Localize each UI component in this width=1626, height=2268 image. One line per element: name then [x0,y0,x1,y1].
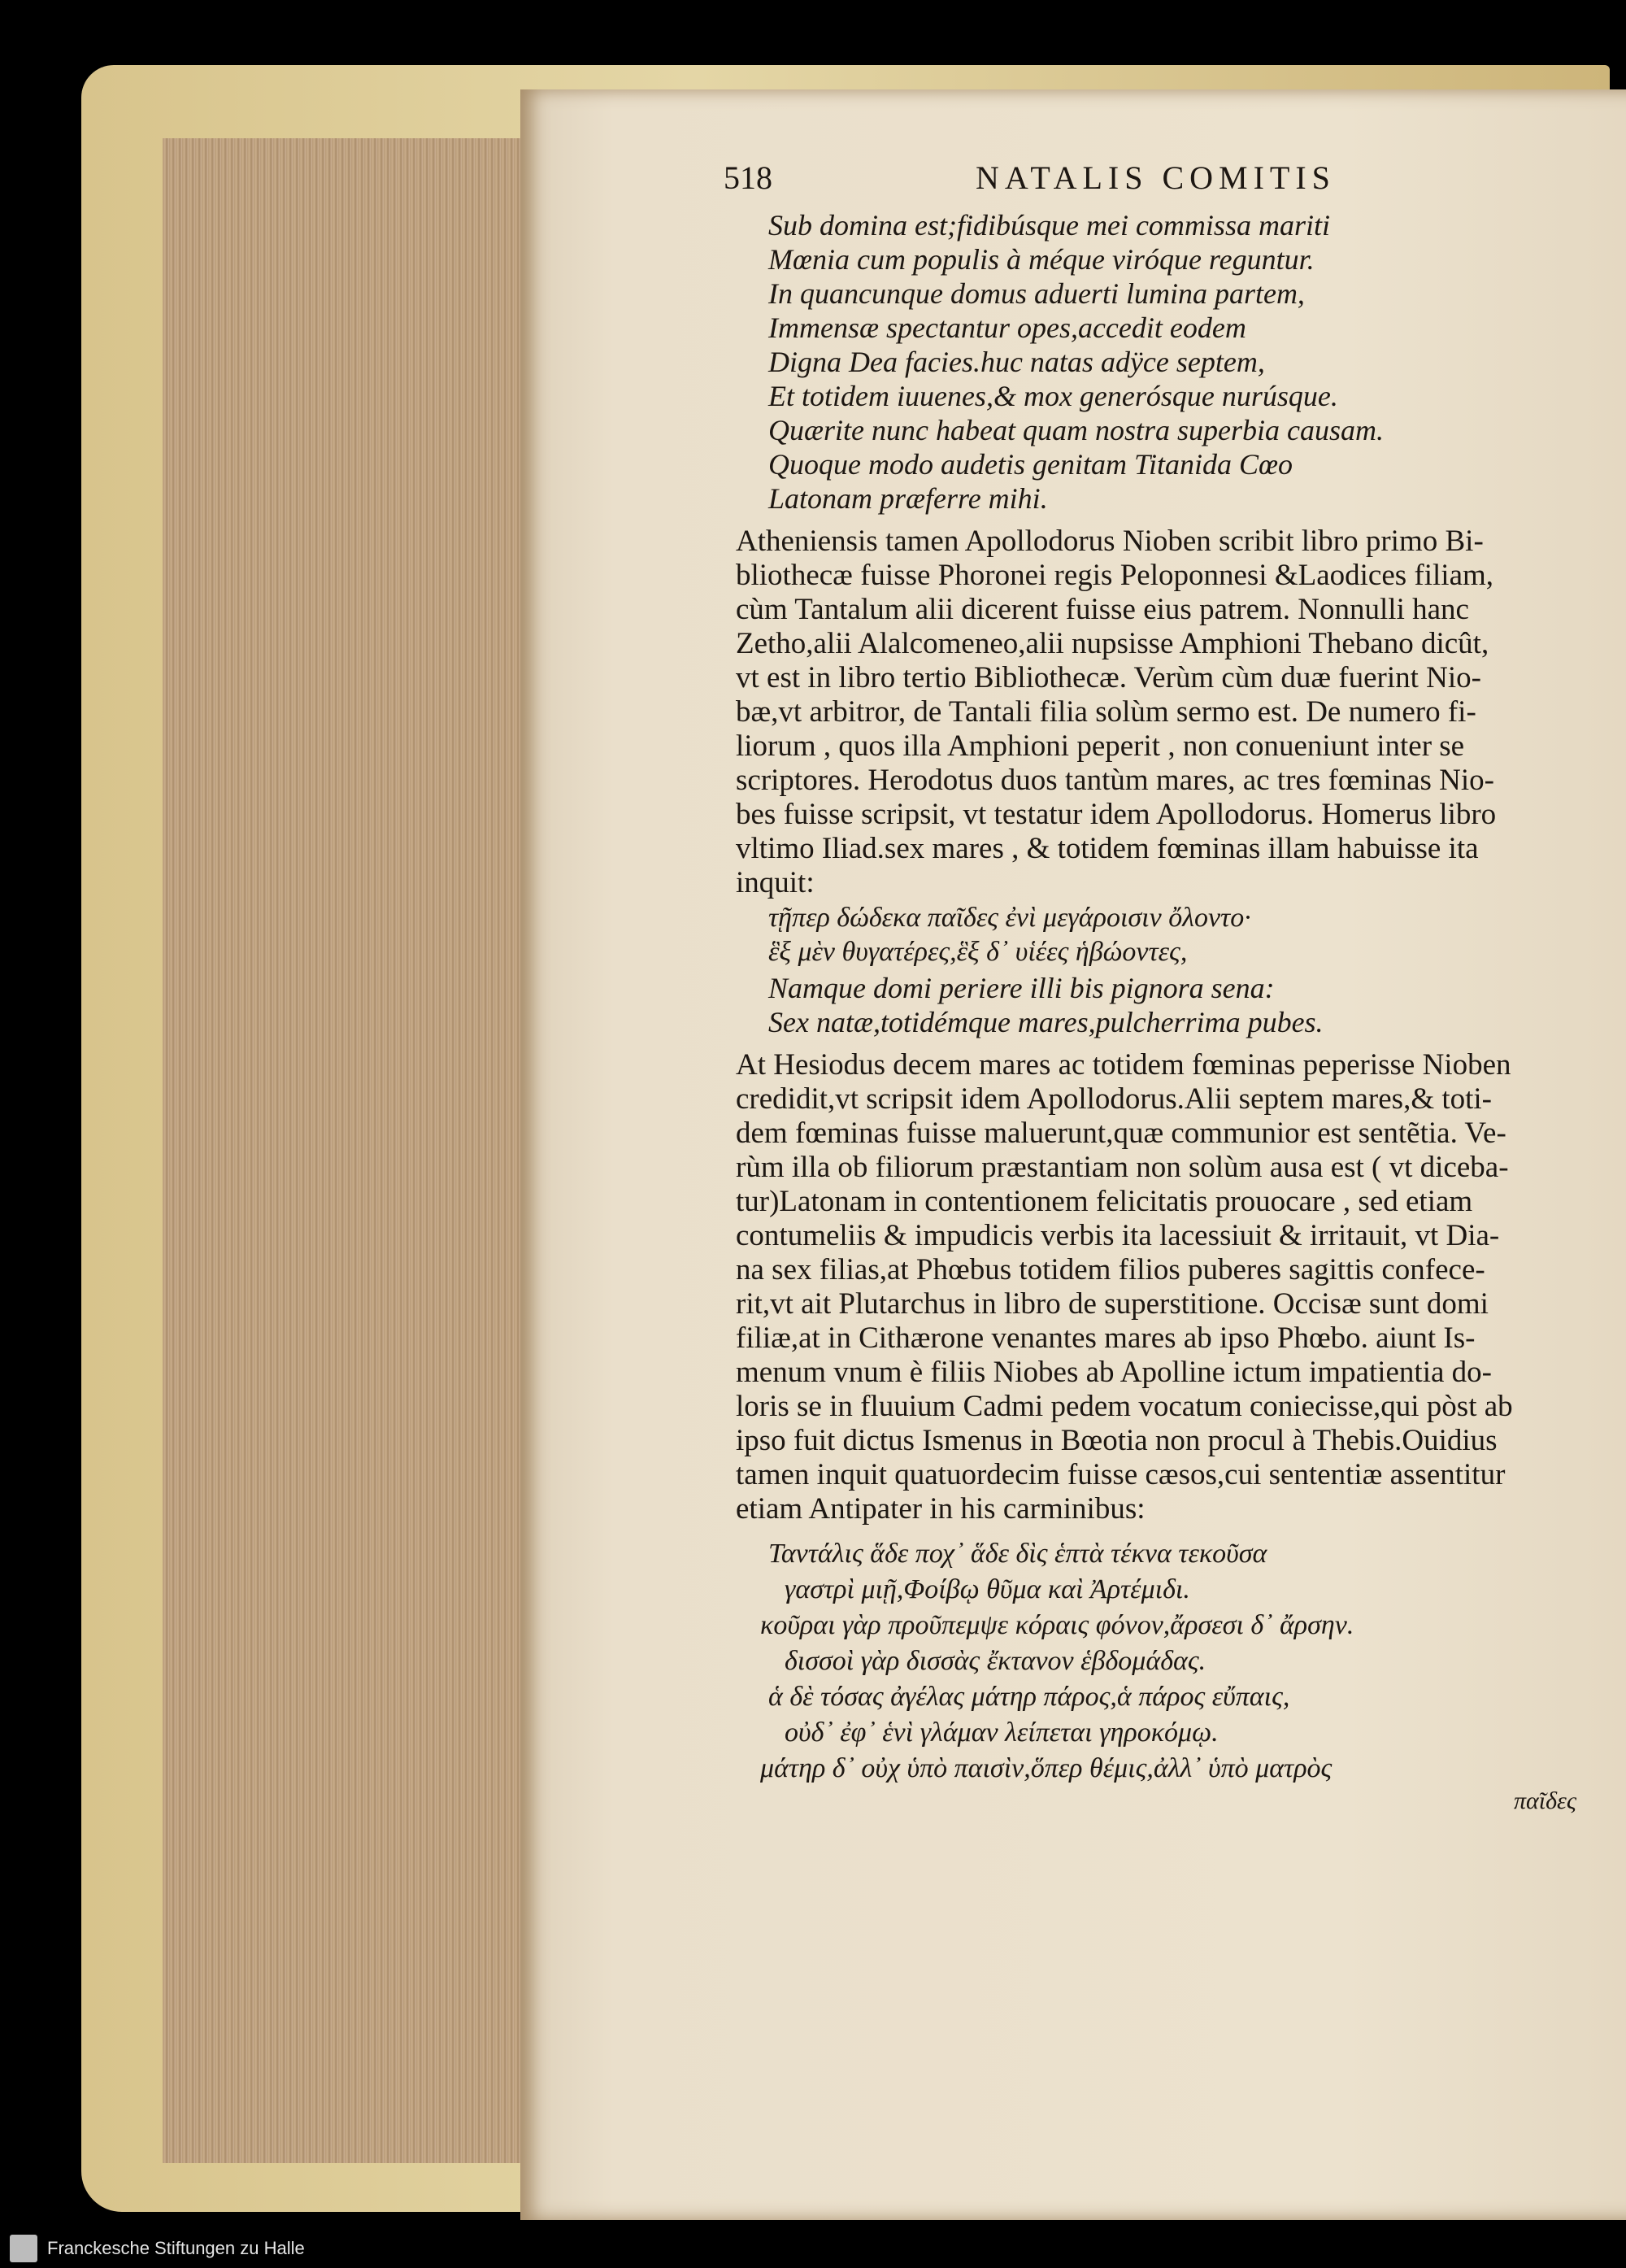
verse-line: Digna Dea facies.huc natas adÿce septem, [768,346,1265,378]
prose-line: inquit: [736,866,815,899]
institution-logo-icon [10,2235,37,2262]
prose-line: cùm Tantalum alii dicerent fuisse eius patrem. Nonnulli hanc [736,593,1469,626]
verse-line: In quancunque domus aduerti lumina partem, [768,277,1305,310]
prose-line: vt est in libro tertio Bibliothecæ. Verùm cùm duæ fuerint Nio- [736,661,1481,694]
verse-line: Latonam præferre mihi. [768,482,1048,515]
prose-line: na sex filias,at Phœbus totidem filios puberes sagittis confece- [736,1253,1485,1286]
prose-line: liorum , quos illa Amphioni peperit , non conueniunt inter se [736,729,1465,763]
page-number: 518 [724,159,772,196]
prose-line: vltimo Iliad.sex mares , & totidem fœminas illam habuisse ita [736,832,1479,865]
greek-line: δισσοὶ γὰρ δισσὰς ἔκτανον ἑβδομάδας. [785,1646,1206,1676]
prose-line: contumeliis & impudicis verbis ita lacessiuit & irritauit, vt Dia- [736,1219,1500,1252]
prose-line: credidit,vt scripsit idem Apollodorus.Alii septem mares,& toti- [736,1082,1493,1116]
greek-line: κοῦραι γὰρ προῦπεμψε κόραις φόνον,ἄρσεσι δ᾽ ἄρσην. [760,1610,1354,1640]
verse-line: Immensæ spectantur opes,accedit eodem [768,311,1246,344]
prose-line: loris se in fluuium Cadmi pedem vocatum coniecisse,qui pòst ab [736,1390,1513,1423]
prose-line: rit,vt ait Plutarchus in libro de superstitione. Occisæ sunt domi [736,1287,1489,1321]
prose-line: Atheniensis tamen Apollodorus Nioben scribit libro primo Bi- [736,525,1484,558]
prose-line: rùm illa ob filiorum præstantiam non solùm ausa est ( vt diceba- [736,1151,1509,1184]
prose-line: tamen inquit quatuordecim fuisse cæsos,cui sententiæ assentitur [736,1458,1506,1491]
prose-line: bes fuisse scripsit, vt testatur idem Apollodorus. Homerus libro [736,798,1497,831]
prose-line: bliothecæ fuisse Phoronei regis Peloponnesi &Laodices filiam, [736,559,1494,592]
greek-line: οὐδ᾽ ἐφ᾽ ἑνὶ γλάμαν λείπεται γηροκόμῳ. [785,1717,1219,1748]
verse-line: Et totidem iuuenes,& mox generósque nurúsque. [768,380,1338,412]
verse-line: Sex natæ,totidémque mares,pulcherrima pubes. [768,1006,1324,1038]
greek-line: τῇπερ δώδεκα παῖδες ἐνὶ μεγάροισιν ὄλοντο· [768,903,1251,933]
prose-line: ipso fuit dictus Ismenus in Bœotia non procul à Thebis.Ouidius [736,1424,1498,1457]
verse-line: Mœnia cum populis à méque viróque reguntur. [768,243,1315,276]
prose-line: At Hesiodus decem mares ac totidem fœminas peperisse Nioben [736,1048,1511,1082]
greek-line: γαστρὶ μιῇ,Φοίβῳ θῦμα καὶ Ἀρτέμιδι. [785,1574,1190,1604]
prose-line: Zetho,alii Alalcomeneo,alii nupsisse Amphioni Thebano dicût, [736,627,1489,660]
verse-line: Sub domina est;fidibúsque mei commissa mariti [768,209,1330,242]
verse-line: Quærite nunc habeat quam nostra superbia causam. [768,414,1384,446]
verse-line: Namque domi periere illi bis pignora sena: [768,972,1275,1004]
prose-line: etiam Antipater in his carminibus: [736,1492,1146,1526]
prose-line: scriptores. Herodotus duos tantùm mares, ac tres fœminas Nio- [736,764,1495,797]
prose-line: tur)Latonam in contentionem felicitatis prouocare , sed etiam [736,1185,1473,1218]
prose-line: menum vnum è filiis Niobes ab Apolline ictum impatientia do- [736,1356,1492,1389]
running-title: NATALIS COMITIS [976,159,1336,196]
footer-credit: Franckesche Stiftungen zu Halle [47,2238,305,2258]
greek-line: μάτηρ δ᾽ οὐχ ὑπὸ παισὶν,ὅπερ θέμις,ἀλλ᾽ ὑπὸ ματρὸς [760,1753,1333,1783]
prose-line: bæ,vt arbitror, de Tantali filia solùm sermo est. De numero fi- [736,695,1476,729]
greek-line: Ταντάλις ἅδε ποχ᾽ ἅδε δὶς ἑπτὰ τέκνα τεκοῦσα [768,1539,1267,1569]
prose-line: dem fœminas fuisse maluerunt,quæ communior est sentẽtia. Ve- [736,1117,1506,1150]
greek-line: ἁ δὲ τόσας ἀγέλας μάτηρ πάρος,ἁ πάρος εὔπαις, [768,1682,1290,1712]
prose-line: filiæ,at in Cithærone venantes mares ab ipso Phœbo. aiunt Is- [736,1321,1476,1355]
greek-line: ἓξ μὲν θυγατέρες,ἓξ δ᾽ υἱέες ἡβώοντες, [768,937,1188,967]
catchword: παῖδες [1514,1787,1577,1814]
verse-line: Quoque modo audetis genitam Titanida Cœo [768,448,1293,481]
